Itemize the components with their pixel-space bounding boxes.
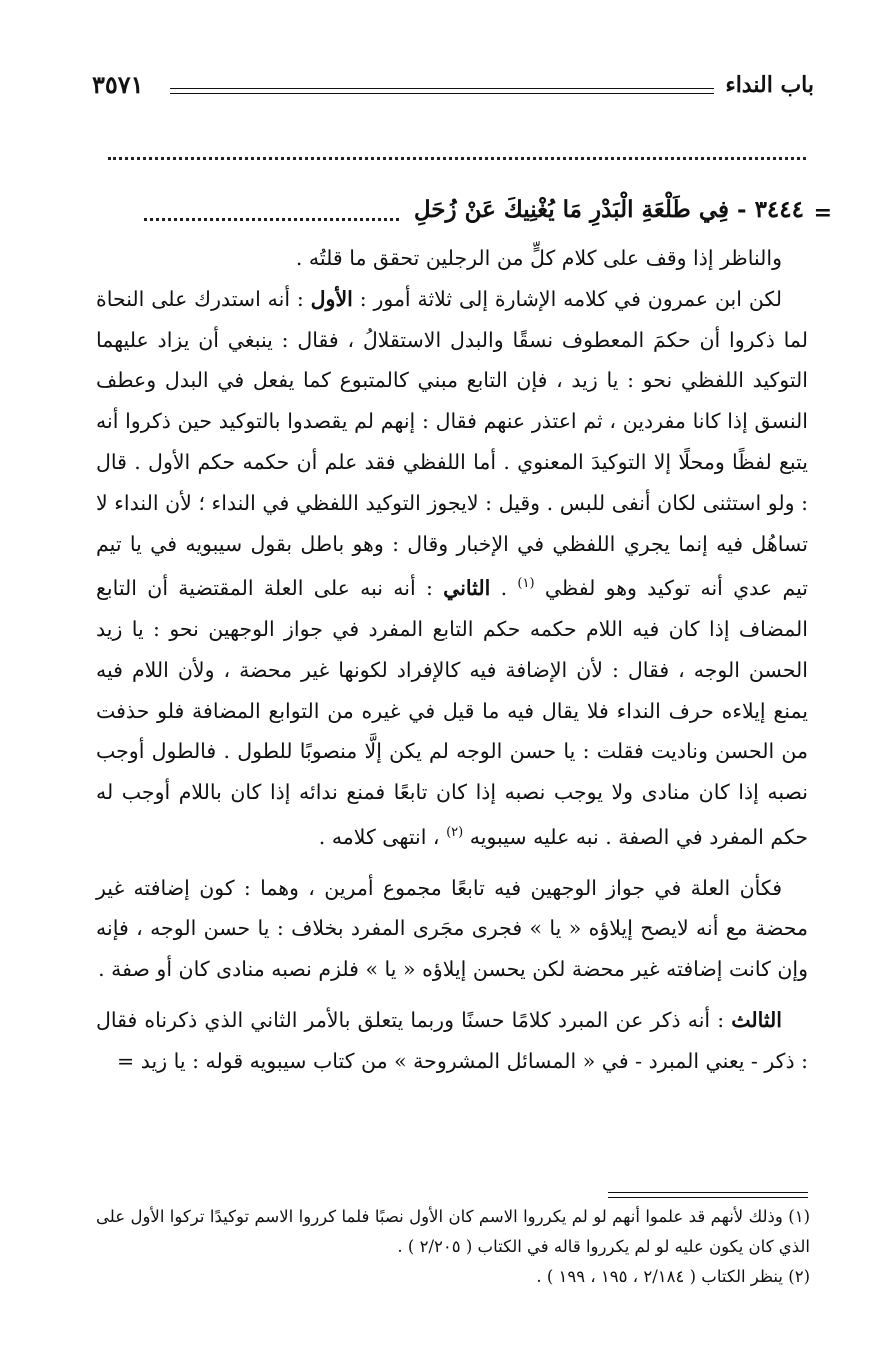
verse-line bbox=[92, 196, 832, 236]
chapter-title: باب النداء bbox=[725, 72, 814, 98]
paragraph: لكن ابن عمرون في كلامه الإشارة إلى ثلاثة أمور : الأول : أنه استدرك على النحاة لما ذكروا أن حكمَ المعطوف نسقًا والبدل الاستقلالُ ، فقال : ينبغي أن يزاد عليهما التوكيد اللفظي نحو : يا زيد ، فإن التابع مبني كالمتبوع كما يفعل في البدل وعطف النسق إذا كانا مفردين ، ثم اعتذر عنهم فقال : إنهم لم يقصدوا بالتوكيد حين ذكروا أنه يتبع لفظًا ومحلًا إلا التوكيدَ المعنوي . أما اللفظي فقد علم أن حكمه حكم الأول . قال : ولو استثنى لكان أنفى للبس . وقيل : لايجوز التوكيد اللفظي في النداء ؛ لأن النداء لا تساهُل فيه إنما يجري اللفظي في الإخبار وقال : وهو باطل بقول سيبويه في يا تيم تيم عدي أنه توكيد وهو لفظي $^{(١)}$ . الثاني : أنه نبه على العلة المقتضية أن التابع المضاف إذا كان فيه اللام حكمه حكم التابع المفرد في جواز الوجهين نحو : يا زيد الحسن الوجه ، فقال : لأن الإضافة فيه كالإفراد لكونها غير محضة ، ولأن اللام فيه يمنع إيلاءه حرف النداء فلا يقال فيه ما قيل في غيره من التوابع المضافة فلو حذفت من الحسن وناديت فقلت : يا حسن الوجه لم يكن إلَّا منصوبًا للطول . فالطول أوجب نصبه إذا كان منادى ولا يوجب نصبه إذا كان تابعًا فمنع ندائه إذا كان باللام أوجب له حكم المفرد في الصفة . نبه عليه سيبويه $^{(٢)}$ ، انتهى كلامه . bbox=[96, 286, 808, 849]
page-header bbox=[92, 70, 814, 110]
page-number: ٣٥٧١ bbox=[92, 70, 144, 99]
footnote: (٢) ينظر الكتاب ( ٢/١٨٤ ، ١٩٥ ، ١٩٩ ) . bbox=[536, 1267, 810, 1286]
header-rule bbox=[170, 88, 714, 94]
point-label-first: الأول bbox=[310, 286, 353, 311]
footnote-separator bbox=[608, 1192, 808, 1198]
footnotes bbox=[96, 1202, 810, 1292]
dotted-separator bbox=[108, 157, 806, 160]
continuation-marker: = bbox=[813, 200, 832, 226]
paragraph: الثالث : أنه ذكر عن المبرد كلامًا حسنًا وربما يتعلق بالأمر الثاني الذي ذكرناه فقال : ذكر - يعني المبرد - في « المسائل المشروحة » من كتاب سيبويه قوله : يا زيد = bbox=[96, 1008, 808, 1073]
verse-dotted-line bbox=[144, 218, 399, 221]
main-text bbox=[96, 238, 808, 1082]
point-label-second: الثاني bbox=[443, 576, 491, 601]
footnote: (١) وذلك لأنهم قد علموا أنهم لو لم يكرروا الاسم كان الأول نصبًا فلما كرروا الاسم توكيدًا تركوا الأول على الذي كان يكون عليه لو لم يكرروا قاله في الكتاب ( ٢/٢٠٥ ) . bbox=[96, 1207, 810, 1256]
footnote-ref: (١) bbox=[517, 576, 535, 592]
paragraph: فكأن العلة في جواز الوجهين فيه تابعًا مجموع أمرين ، وهما : كون إضافته غير محضة مع أنه لايصح إيلاؤه « يا » فجرى مجَرى المفرد بخلاف : يا حسن الوجه ، فإنه وإن كانت إضافته غير محضة لكن يحسن إيلاؤه « يا » فلزم نصبه منادى كان أو صفة . bbox=[96, 875, 808, 982]
verse-text: ٣٤٤٤ - فِي طَلْعَةِ الْبَدْرِ مَا يُغْنِيكَ عَنْ زُحَلِ bbox=[413, 196, 804, 223]
footnote-ref: (٢) bbox=[446, 824, 464, 840]
point-label-third: الثالث bbox=[731, 1008, 782, 1032]
paragraph: والناظر إذا وقف على كلام كلٍّ من الرجلين تحقق ما قلتُه . bbox=[295, 246, 782, 270]
